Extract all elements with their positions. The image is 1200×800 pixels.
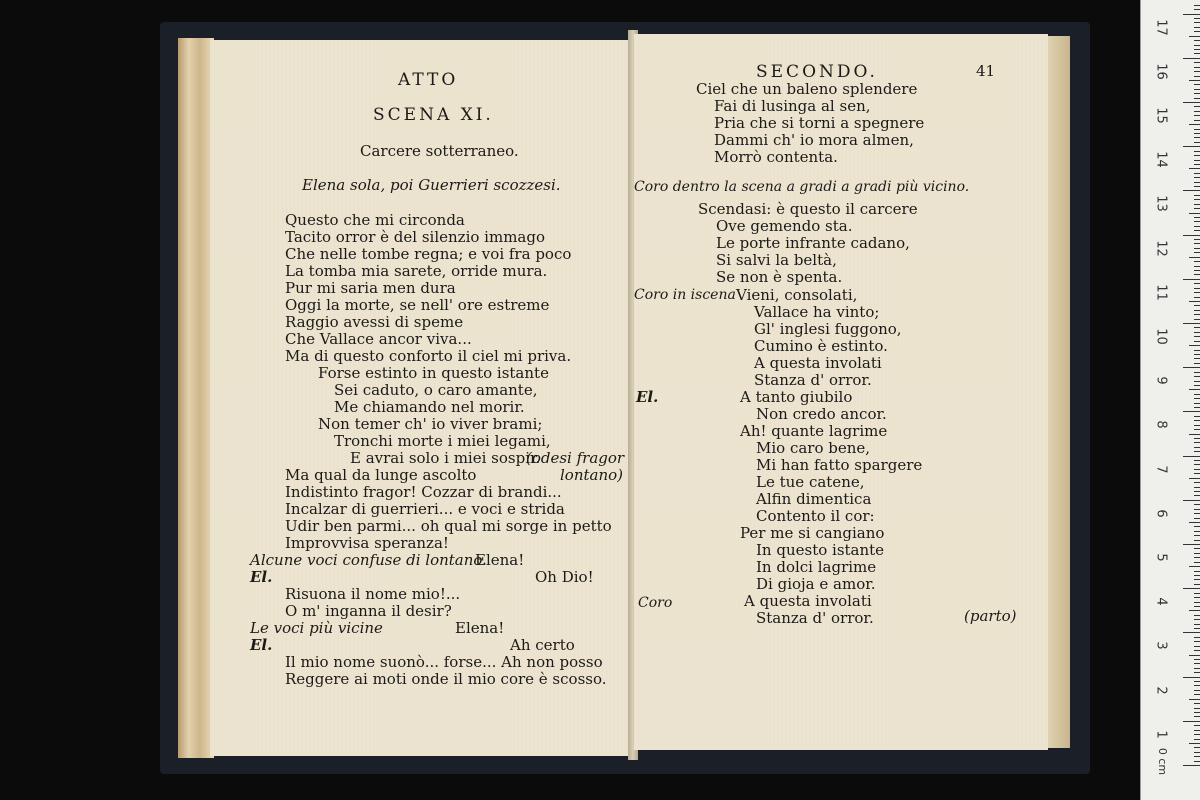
ruler-tick (1194, 624, 1200, 625)
ruler-tick (1194, 615, 1200, 616)
verse-line: Oh Dio! (535, 568, 594, 586)
ruler-tick (1194, 619, 1200, 620)
ruler-tick (1194, 606, 1200, 607)
ruler-tick (1194, 460, 1200, 461)
verse-line: Non temer ch' io viver brami; (318, 415, 543, 433)
ruler-tick (1183, 765, 1200, 766)
ruler-tick (1194, 694, 1200, 695)
ruler-tick (1194, 557, 1200, 558)
verse-line: Incalzar di guerrieri... e voci e strida (285, 500, 565, 518)
verse-line: Stanza d' orror. (754, 371, 872, 389)
verse-line: O m' inganna il desir? (285, 602, 452, 620)
left-page (210, 40, 632, 756)
ruler-number: 5 (1153, 553, 1169, 562)
ruler-tick (1189, 213, 1200, 214)
ruler-number: 14 (1153, 151, 1169, 168)
verse-line: Elena! (475, 551, 525, 569)
verse-line: Udir ben parmi... oh qual mi sorge in petto (285, 517, 612, 535)
ruler-tick (1183, 500, 1200, 501)
ruler-tick (1194, 602, 1200, 603)
ruler-tick (1189, 124, 1200, 125)
ruler-tick (1183, 190, 1200, 191)
ruler-tick (1194, 354, 1200, 355)
verse-line: Ove gemendo sta. (716, 217, 853, 235)
ruler-tick (1194, 403, 1200, 404)
ruler-tick (1194, 327, 1200, 328)
ruler-tick (1194, 739, 1200, 740)
ruler-tick (1183, 411, 1200, 412)
verse-line: Mio caro bene, (756, 439, 871, 457)
ruler-tick (1194, 84, 1200, 85)
ruler-tick (1194, 93, 1200, 94)
verse-line: Di gioja e amor. (756, 575, 876, 593)
verse-line: E avrai solo i miei sospir. (350, 449, 541, 467)
ruler-tick (1194, 464, 1200, 465)
ruler-tick (1194, 137, 1200, 138)
verse-line: Elena! (455, 619, 505, 637)
verse-line: Alfin dimentica (756, 490, 872, 508)
verse-line: A tanto giubilo (740, 388, 853, 406)
verse-line: Indistinto fragor! Cozzar di brandi... (285, 483, 562, 501)
ruler-tick (1189, 522, 1200, 523)
ruler-tick (1189, 301, 1200, 302)
ruler-tick (1194, 283, 1200, 284)
verse-line: Ma di questo conforto il ciel mi priva. (285, 347, 572, 365)
ruler-tick (1194, 681, 1200, 682)
ruler-tick (1194, 628, 1200, 629)
ruler-tick (1194, 133, 1200, 134)
verse-line: Stanza d' orror. (756, 609, 874, 627)
ruler-tick (1194, 142, 1200, 143)
ruler-tick (1194, 509, 1200, 510)
ruler-tick (1194, 239, 1200, 240)
ruler-tick (1194, 45, 1200, 46)
verse-line: Contento il cor: (756, 507, 875, 525)
measurement-ruler (1140, 0, 1200, 800)
ruler-tick (1194, 305, 1200, 306)
ruler-tick (1189, 478, 1200, 479)
ruler-number: 17 (1153, 18, 1169, 36)
ruler-tick (1194, 747, 1200, 748)
stage-direction: Coro dentro la scena a gradi a gradi più vicino. (634, 179, 970, 195)
ruler-tick (1194, 540, 1200, 541)
ruler-tick (1194, 376, 1200, 377)
ruler-number: 4 (1153, 597, 1169, 606)
verse-line: Ah certo (510, 636, 575, 654)
stage-direction: Coro in iscena (634, 287, 736, 303)
ruler-tick (1194, 111, 1200, 112)
verse-line: Scendasi: è questo il carcere (698, 200, 918, 218)
verse-line: Mi han fatto spargere (756, 456, 923, 474)
ruler-tick (1194, 336, 1200, 337)
ruler-tick (1194, 637, 1200, 638)
ruler-tick (1194, 752, 1200, 753)
verse-line: Le porte infrante cadano, (716, 234, 910, 252)
ruler-tick (1183, 544, 1200, 545)
ruler-tick (1189, 345, 1200, 346)
ruler-number: 10 (1153, 328, 1169, 345)
page-header: ATTO (398, 70, 459, 90)
ruler-tick (1189, 655, 1200, 656)
ruler-tick (1194, 27, 1200, 28)
ruler-tick (1194, 385, 1200, 386)
ruler-tick (1183, 146, 1200, 147)
ruler-tick (1194, 659, 1200, 660)
ruler-tick (1194, 716, 1200, 717)
ruler-tick (1194, 487, 1200, 488)
ruler-tick (1194, 67, 1200, 68)
ruler-tick (1194, 690, 1200, 691)
ruler-tick (1194, 363, 1200, 364)
ruler-tick (1194, 155, 1200, 156)
scene-setting: Carcere sotterraneo. (360, 142, 519, 160)
verse-line: Tronchi morte i miei legami, (334, 432, 551, 450)
verse-line: Pur mi saria men dura (285, 279, 456, 297)
ruler-tick (1194, 407, 1200, 408)
ruler-number: 7 (1153, 464, 1169, 474)
page-edges-left (178, 38, 214, 758)
ruler-tick (1183, 323, 1200, 324)
verse-line: A questa involati (744, 592, 872, 610)
verse-line: Cumino è estinto. (754, 337, 888, 355)
stage-direction: Alcune voci confuse di lontano. (250, 551, 487, 569)
ruler-tick (1194, 160, 1200, 161)
verse-line: In questo istante (756, 541, 885, 559)
ruler-tick (1194, 230, 1200, 231)
ruler-tick (1183, 588, 1200, 589)
ruler-tick (1194, 535, 1200, 536)
verse-line: Risuona il nome mio!... (285, 585, 461, 603)
ruler-tick (1194, 429, 1200, 430)
verse-line: Le tue catene, (756, 473, 865, 491)
ruler-tick (1194, 531, 1200, 532)
verse-line: Gl' inglesi fuggono, (754, 320, 902, 338)
ruler-tick (1194, 310, 1200, 311)
verse-line: Tacito orror è del silenzio immago (285, 228, 545, 246)
ruler-tick (1194, 513, 1200, 514)
ruler-tick (1194, 62, 1200, 63)
ruler-tick (1194, 650, 1200, 651)
ruler-tick (1194, 685, 1200, 686)
ruler-tick (1194, 593, 1200, 594)
ruler-tick (1194, 314, 1200, 315)
ruler-tick (1183, 632, 1200, 633)
verse-line: Vallace ha vinto; (754, 303, 880, 321)
ruler-tick (1183, 235, 1200, 236)
ruler-number: 6 (1153, 509, 1169, 518)
ruler-tick (1194, 270, 1200, 271)
verse-line: Si salvi la beltà, (716, 251, 837, 269)
ruler-tick (1194, 341, 1200, 342)
ruler-tick (1194, 208, 1200, 209)
ruler-tick (1194, 22, 1200, 23)
ruler-tick (1183, 279, 1200, 280)
ruler-tick (1194, 442, 1200, 443)
verse-line: Che nelle tombe regna; e voi fra poco (285, 245, 572, 263)
ruler-tick (1183, 456, 1200, 457)
ruler-tick (1183, 367, 1200, 368)
ruler-tick (1194, 243, 1200, 244)
verse-line: Ma qual da lunge ascolto (285, 466, 477, 484)
ruler-tick (1183, 102, 1200, 103)
ruler-tick (1194, 571, 1200, 572)
ruler-tick (1194, 151, 1200, 152)
ruler-tick (1194, 469, 1200, 470)
ruler-number: 11 (1153, 284, 1169, 301)
ruler-tick (1194, 712, 1200, 713)
ruler-number: 8 (1153, 420, 1169, 430)
ruler-tick (1194, 575, 1200, 576)
ruler-tick (1194, 730, 1200, 731)
ruler-tick (1194, 646, 1200, 647)
ruler-tick (1194, 703, 1200, 704)
ruler-tick (1183, 58, 1200, 59)
ruler-tick (1194, 106, 1200, 107)
ruler-tick (1194, 451, 1200, 452)
verse-line: Ah! quante lagrime (740, 422, 888, 440)
ruler-tick (1194, 495, 1200, 496)
ruler-number: 15 (1153, 107, 1169, 124)
ruler-tick (1194, 129, 1200, 130)
ruler-tick (1194, 332, 1200, 333)
ruler-tick (1194, 266, 1200, 267)
ruler-tick (1194, 398, 1200, 399)
verse-line: La tomba mia sarete, orride mura. (285, 262, 548, 280)
verse-line: Sei caduto, o caro amante, (334, 381, 538, 399)
ruler-tick (1194, 708, 1200, 709)
ruler-tick (1189, 743, 1200, 744)
ruler-tick (1194, 182, 1200, 183)
stage-direction: Elena sola, poi Guerrieri scozzesi. (302, 176, 561, 194)
verse-line: Fai di lusinga al sen, (714, 97, 871, 115)
ruler-tick (1194, 40, 1200, 41)
ruler-tick (1194, 252, 1200, 253)
ruler-number: 9 (1153, 376, 1169, 385)
verse-line: Improvvisa speranza! (285, 534, 449, 552)
ruler-number: 3 (1153, 641, 1169, 651)
verse-line: Morrò contenta. (714, 148, 838, 166)
ruler-tick (1183, 14, 1200, 15)
ruler-tick (1194, 195, 1200, 196)
ruler-tick (1189, 389, 1200, 390)
ruler-tick (1194, 49, 1200, 50)
ruler-tick (1194, 425, 1200, 426)
verse-line: Se non è spenta. (716, 268, 843, 286)
ruler-tick (1194, 641, 1200, 642)
ruler-tick (1194, 53, 1200, 54)
ruler-tick (1194, 89, 1200, 90)
ruler-tick (1194, 350, 1200, 351)
ruler-tick (1194, 734, 1200, 735)
ruler-tick (1194, 319, 1200, 320)
speaker-label: Coro (638, 595, 673, 611)
ruler-tick (1194, 226, 1200, 227)
ruler-number: 12 (1153, 239, 1169, 257)
ruler-tick (1189, 36, 1200, 37)
page-number: 41 (976, 62, 996, 80)
ruler-tick (1194, 473, 1200, 474)
page-header: SECONDO. (756, 62, 878, 82)
verse-line: Pria che si torni a spegnere (714, 114, 925, 132)
ruler-tick (1194, 217, 1200, 218)
verse-line: In dolci lagrime (756, 558, 877, 576)
ruler-tick (1194, 663, 1200, 664)
ruler-number: 1 (1153, 730, 1169, 739)
ruler-tick (1194, 504, 1200, 505)
ruler-number: 16 (1153, 63, 1169, 80)
ruler-tick (1194, 274, 1200, 275)
verse-line: Il mio nome suonò... forse... Ah non posso (285, 653, 603, 671)
ruler-tick (1194, 761, 1200, 762)
scene-title: SCENA XI. (373, 105, 494, 125)
verse-line: Oggi la morte, se nell' ore estreme (285, 296, 550, 314)
ruler-tick (1194, 381, 1200, 382)
right-page (634, 34, 1048, 750)
ruler-tick (1183, 677, 1200, 678)
ruler-tick (1194, 5, 1200, 6)
ruler-tick (1189, 434, 1200, 435)
verse-line: Questo che mi circonda (285, 211, 465, 229)
ruler-tick (1183, 721, 1200, 722)
ruler-tick (1194, 199, 1200, 200)
ruler-tick (1194, 221, 1200, 222)
ruler-tick (1194, 579, 1200, 580)
verse-line: Vieni, consolati, (736, 286, 858, 304)
ruler-tick (1189, 168, 1200, 169)
ruler-tick (1194, 518, 1200, 519)
ruler-tick (1194, 177, 1200, 178)
ruler-tick (1189, 566, 1200, 567)
ruler-tick (1194, 447, 1200, 448)
ruler-tick (1194, 173, 1200, 174)
ruler-tick (1194, 120, 1200, 121)
stage-direction: Le voci più vicine (250, 619, 383, 637)
ruler-tick (1194, 526, 1200, 527)
ruler-tick (1189, 257, 1200, 258)
ruler-tick (1194, 597, 1200, 598)
stage-direction: (odesi fragor (526, 449, 625, 467)
ruler-tick (1194, 204, 1200, 205)
stage-direction: lontano) (560, 466, 624, 484)
ruler-tick (1194, 562, 1200, 563)
ruler-tick (1189, 80, 1200, 81)
ruler-tick (1194, 297, 1200, 298)
ruler-tick (1194, 491, 1200, 492)
ruler-tick (1194, 372, 1200, 373)
ruler-tick (1194, 164, 1200, 165)
ruler-tick (1194, 438, 1200, 439)
verse-line: Forse estinto in questo istante (318, 364, 549, 382)
ruler-tick (1194, 584, 1200, 585)
ruler-tick (1194, 98, 1200, 99)
speaker-label: El. (636, 388, 659, 406)
ruler-tick (1194, 725, 1200, 726)
ruler-tick (1194, 548, 1200, 549)
verse-line: Me chiamando nel morir. (334, 398, 525, 416)
ruler-tick (1189, 699, 1200, 700)
ruler-tick (1194, 420, 1200, 421)
ruler-tick (1194, 416, 1200, 417)
verse-line: A questa involati (754, 354, 882, 372)
ruler-tick (1194, 672, 1200, 673)
ruler-tick (1189, 610, 1200, 611)
ruler-tick (1194, 261, 1200, 262)
ruler-tick (1194, 292, 1200, 293)
ruler-number: 13 (1153, 195, 1169, 213)
ruler-number: 2 (1153, 685, 1169, 695)
ruler-tick (1194, 18, 1200, 19)
verse-line: Non credo ancor. (756, 405, 887, 423)
verse-line: Raggio avessi di speme (285, 313, 464, 331)
verse-line: Dammi ch' io mora almen, (714, 131, 914, 149)
ruler-unit-label: 0 cm (1156, 747, 1170, 776)
verse-line: Ciel che un baleno splendere (696, 80, 918, 98)
verse-line: Che Vallace ancor viva... (285, 330, 472, 348)
ruler-tick (1194, 553, 1200, 554)
ruler-tick (1194, 115, 1200, 116)
ruler-tick (1194, 482, 1200, 483)
stage-direction: (parto) (964, 607, 1017, 625)
ruler-tick (1194, 71, 1200, 72)
ruler-tick (1194, 248, 1200, 249)
verse-line: Reggere ai moti onde il mio core è scosso. (285, 670, 607, 688)
verse-line: Per me si cangiano (740, 524, 885, 542)
ruler-tick (1194, 288, 1200, 289)
ruler-tick (1194, 186, 1200, 187)
ruler-tick (1194, 76, 1200, 77)
ruler-tick (1194, 9, 1200, 10)
ruler-tick (1194, 358, 1200, 359)
ruler-tick (1194, 756, 1200, 757)
speaker-label: El. (250, 636, 273, 654)
ruler-tick (1194, 31, 1200, 32)
ruler-tick (1194, 668, 1200, 669)
speaker-label: El. (250, 568, 273, 586)
ruler-tick (1194, 394, 1200, 395)
